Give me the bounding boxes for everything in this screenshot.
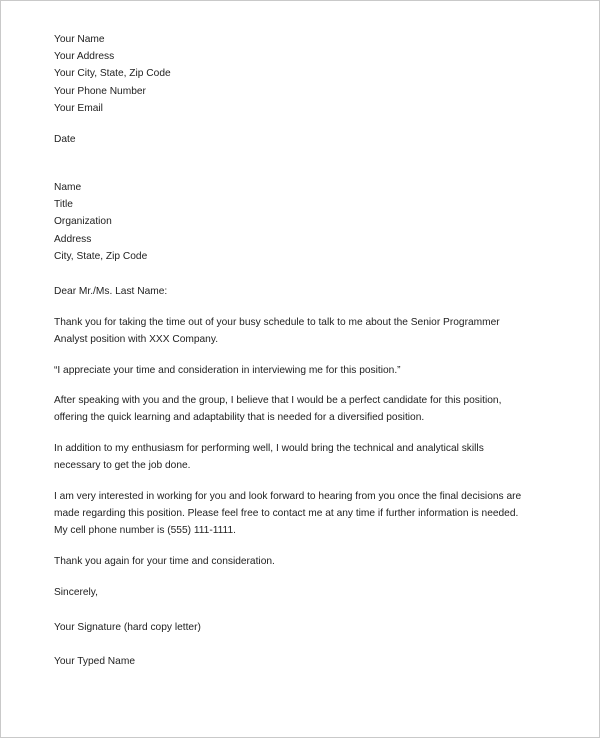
letter-date: Date <box>54 134 76 145</box>
recipient-address-block <box>54 179 534 265</box>
typed-name <box>54 653 534 670</box>
recipient-title: Title <box>54 199 73 211</box>
date-block <box>54 131 534 148</box>
sender-address: Your Address <box>54 51 115 63</box>
closing-text: Sincerely, <box>54 587 98 598</box>
recipient-organization: Organization <box>54 216 112 228</box>
salutation <box>54 283 534 300</box>
salutation-text: Dear Mr./Ms. Last Name: <box>54 286 168 297</box>
recipient-city-state-zip: City, State, Zip Code <box>54 250 148 262</box>
paragraph-line: necessary to get the job done. <box>54 460 191 472</box>
signature-text: Your Signature (hard copy letter) <box>54 622 201 633</box>
paragraph-line: Thank you again for your time and consideration. <box>54 556 275 567</box>
paragraph-line: Thank you for taking the time out of your busy schedule to talk to me about the Senior Programmer <box>54 317 500 328</box>
closing <box>54 584 534 601</box>
paragraph-4 <box>54 440 534 474</box>
sender-address-block <box>54 31 534 117</box>
paragraph-line: I am very interested in working for you and look forward to hearing from you once the final decisions are <box>54 491 522 502</box>
paragraph-5 <box>54 488 534 540</box>
paragraph-line: In addition to my enthusiasm for performing well, I would bring the technical and analytical skills <box>54 443 484 454</box>
paragraph-line: After speaking with you and the group, I believe that I would be a perfect candidate for this position, <box>54 395 502 406</box>
paragraph-2 <box>54 362 534 379</box>
typed-name-text: Your Typed Name <box>54 656 135 667</box>
paragraph-3 <box>54 392 534 426</box>
sender-name: Your Name <box>54 34 105 45</box>
paragraph-6 <box>54 553 534 570</box>
sender-email: Your Email <box>54 102 103 114</box>
paragraph-1 <box>54 314 534 348</box>
paragraph-line: made regarding this position. Please feel free to contact me at any time if further information is needed. <box>54 508 519 520</box>
sender-phone: Your Phone Number <box>54 85 146 97</box>
sender-city-state-zip: Your City, State, Zip Code <box>54 68 171 80</box>
paragraph-line: offering the quick learning and adaptability that is needed for a diversified position. <box>54 412 425 424</box>
recipient-name: Name <box>54 182 82 193</box>
paragraph-line: Analyst position with XXX Company. <box>54 334 219 346</box>
recipient-address: Address <box>54 233 92 245</box>
signature <box>54 619 534 636</box>
paragraph-line: “I appreciate your time and consideration in interviewing me for this position.” <box>54 365 401 376</box>
paragraph-line: My cell phone number is (555) 111-1111. <box>54 525 236 537</box>
